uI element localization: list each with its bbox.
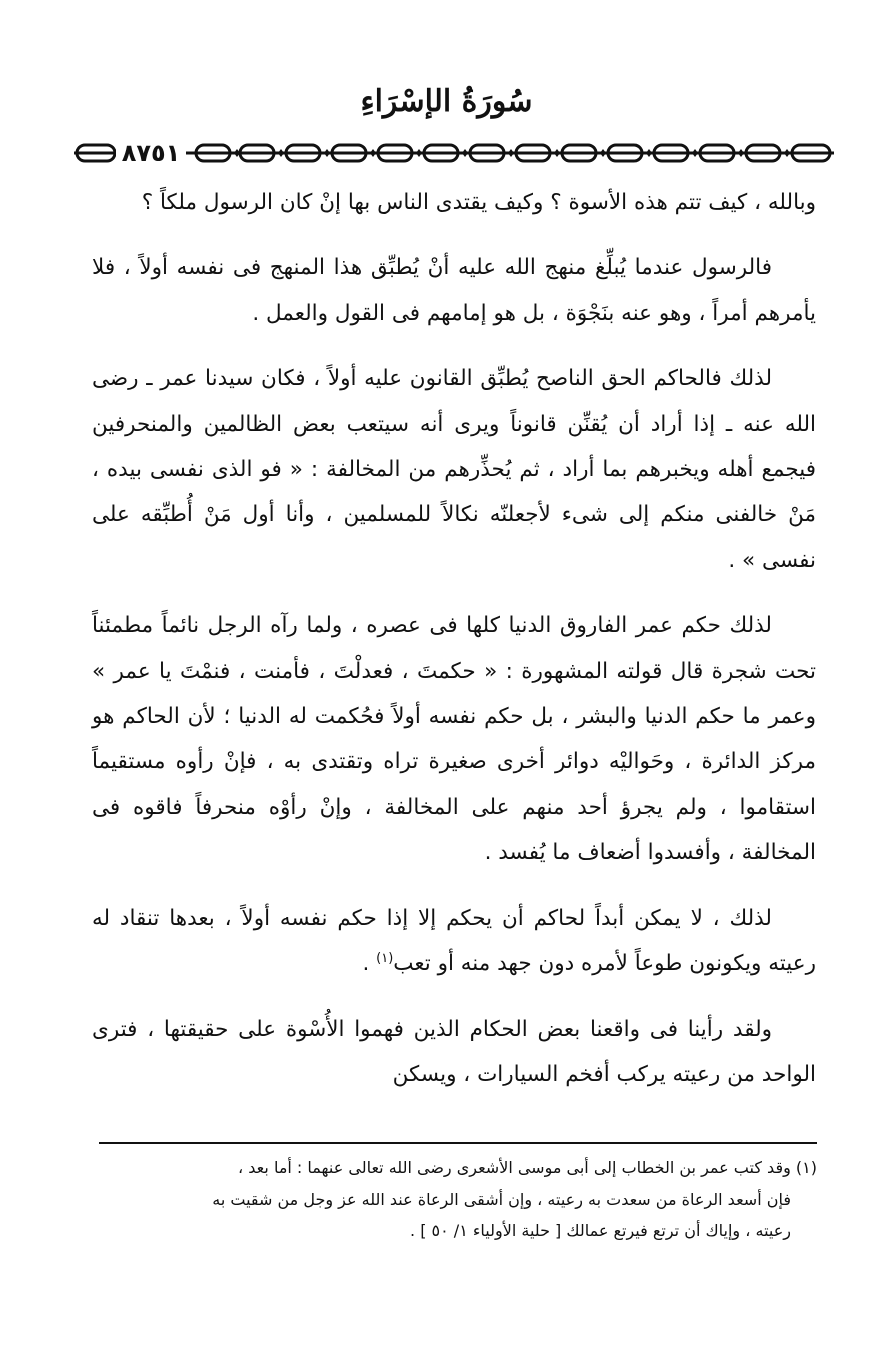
footnote-line-1-text: وقد كتب عمر بن الخطاب إلى أبى موسى الأشعرى رضى الله تعالى عنهما : أما بعد ، <box>238 1158 791 1177</box>
footnote-line-2: فإن أسعد الرعاة من سعدت به رعيته ، وإن أشقى الرعاة عند الله عز وجل من شقيت به <box>212 1189 791 1209</box>
footnote-line-1 <box>99 1152 817 1184</box>
paragraph-2: فالرسول عندما يُبلِّغ منهج الله عليه أنْ يُطبِّق هذا المنهج فى نفسه أولاً ، فلا يأمرهم أمراً ، وهو عنه بنَجْوَة ، بل هو إمامهم فى القول والعمل . <box>92 255 816 326</box>
page-number: ٨٧٥١ <box>116 138 186 168</box>
paragraph-5 <box>92 896 816 987</box>
paragraph-4: لذلك حكم عمر الفاروق الدنيا كلها فى عصره ، ولما رآه الرجل نائماً مطمئناً تحت شجرة قال قولته المشهورة : « حكمتَ ، فعدلْتَ ، فأمنت ، فنمْتَ يا عمر » وعمر ما حكم الدنيا والبشر ، بل حكم نفسه أولاً فحُكمت له الدنيا ؛ لأن الحاكم هو مركز الدائرة ، وحَواليْه دوائر أخرى صغيرة تراه وتقتدى به ، فإنْ رأوه مستقيماً استقاموا ، ولم يجرؤ أحد منهم على المخالفة ، وإنْ رأوْه منحرفاً فاقوه فى المخالفة ، وأفسدوا أضعاف ما يُفسد . <box>92 613 816 866</box>
footnote-number: (١) <box>795 1158 817 1177</box>
footnote-line-3: رعيته ، وإياك أن ترتع فيرتع عمالك [ حلية الأولياء ١/ ٥٠ ] . <box>410 1221 791 1240</box>
footnote <box>99 1152 817 1247</box>
paragraph-6: ولقد رأينا فى واقعنا بعض الحكام الذين فهموا الأُسْوة على حقيقتها ، فترى الواحد من رعيته يركب أفخم السيارات ، ويسكن <box>92 1016 816 1087</box>
surah-title: سُورَةُ الإسْرَاءِ <box>360 84 533 119</box>
paragraph-5-tail: . <box>362 951 377 977</box>
paragraph-3: لذلك فالحاكم الحق الناصح يُطبِّق القانون عليه أولاً ، فكان سيدنا عمر ـ رضى الله عنه ـ إذا أراد أن يُقنِّن قانوناً ويرى أنه سيتعب بعض الظالمين والمنحرفين فيجمع أهله ويخبرهم بما أراد ، ثم يُحذِّرهم من المخالفة : « فو الذى نفسى بيده ، مَنْ خالفنى منكم إلى شىء لأجعلنّه نكالاً للمسلمين ، وأنا أول مَنْ أُطبِّقه على نفسى » . <box>92 366 816 573</box>
paragraph-1: وبالله ، كيف تتم هذه الأسوة ؟ وكيف يقتدى الناس بها إنْ كان الرسول ملكاً ؟ <box>141 190 816 215</box>
body-text <box>92 180 816 1117</box>
paragraph-5-text: لذلك ، لا يمكن أبداً لحاكم أن يحكم إلا إذا حكم نفسه أولاً ، بعدها تنقاد له رعيته ويكونون طوعاً لأمره دون جهد منه أو تعب <box>92 905 816 977</box>
footnote-separator <box>99 1142 817 1144</box>
decorative-chain-border <box>74 138 834 168</box>
footnote-marker: (١) <box>376 950 394 966</box>
